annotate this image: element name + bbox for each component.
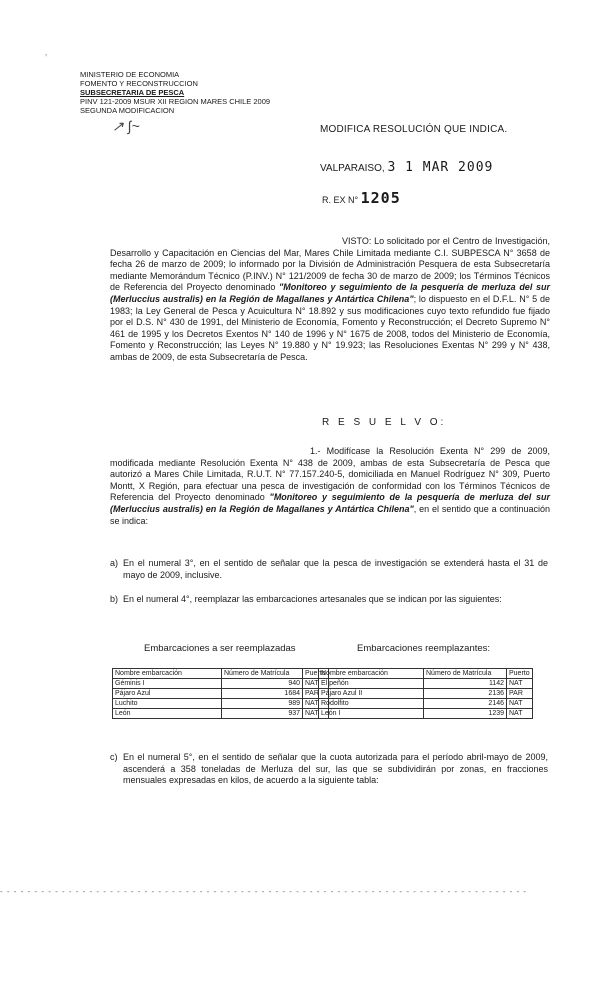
date-line — [320, 160, 493, 175]
port: NAT — [507, 699, 533, 709]
replaced-vessels-title: Embarcaciones a ser reemplazadas — [144, 643, 296, 654]
visto-project-title: "Monitoreo y seguimiento de la pesquería de merluza del sur (Merluccius australis) en la Región de Magallanes y Antártica Chilena" — [110, 282, 551, 304]
resuelvo-heading: R E S U E L V O: — [322, 417, 447, 428]
table-row — [319, 709, 533, 719]
table-header-row — [113, 669, 329, 679]
vessel-name: Géminis I — [113, 679, 222, 689]
header-vessel-name: Nombre embarcación — [113, 669, 222, 679]
port: NAT — [507, 679, 533, 689]
port: PAR — [507, 689, 533, 699]
replaced-vessels-table — [112, 668, 329, 719]
visto-text-1: VISTO: Lo solicitado por el Centro de Investigación, Desarrollo y Capacitación en Ciencias del Mar, Mares Chile Limitada mediante C.I. SUBPESCA N° 3658 de fecha 26 de marzo de 2009; lo informado por la División de Administración Pesquera de esta Subsecretaría mediante Memorándum Técnico (P.INV.) N° 121/2009 de fecha 30 de marzo de 2009; los Términos Técnicos de Referencia del Proyecto denominado — [110, 236, 550, 293]
letterhead-ministry: MINISTERIO DE ECONOMIA — [80, 70, 180, 79]
letterhead-subsecretaria: SUBSECRETARIA DE PESCA — [80, 88, 185, 97]
date-place: VALPARAISO, — [320, 163, 385, 174]
port: NAT — [303, 679, 329, 689]
registration-number: 2146 — [424, 699, 507, 709]
port: PAR — [303, 689, 329, 699]
header-vessel-name: Nombre embarcación — [319, 669, 424, 679]
resolution-number: 1205 — [360, 189, 401, 207]
port: NAT — [303, 709, 329, 719]
registration-number: 2136 — [424, 689, 507, 699]
resolution-number-line — [322, 189, 401, 207]
item-a-label: a) — [110, 558, 119, 568]
replacement-vessels-title: Embarcaciones reemplazantes: — [357, 643, 491, 654]
vessel-name: Rodolfito — [319, 699, 424, 709]
item-b-text: En el numeral 4°, reemplazar las embarcaciones artesanales que se indican por las siguientes: — [123, 594, 502, 604]
header-registration: Número de Matrícula — [424, 669, 507, 679]
table-row — [113, 709, 329, 719]
registration-number: 1239 — [424, 709, 507, 719]
item-c-label: c) — [110, 752, 118, 762]
vessel-name: Luchito — [113, 699, 222, 709]
table-row — [319, 679, 533, 689]
registration-number: 1142 — [424, 679, 507, 689]
letterhead-modification: SEGUNDA MODIFICACION — [80, 106, 175, 115]
table-row — [319, 699, 533, 709]
vessel-name: León — [113, 709, 222, 719]
document-subject: MODIFICA RESOLUCIÓN QUE INDICA. — [320, 124, 508, 135]
letterhead-fomento: FOMENTO Y RECONSTRUCCION — [80, 79, 198, 88]
vessel-name: Pájaro Azul — [113, 689, 222, 699]
item-a-text: En el numeral 3°, en el sentido de señalar que la pesca de investigación se extenderá hasta el 31 de mayo de 2009, inclusive. — [123, 558, 548, 580]
port: NAT — [303, 699, 329, 709]
table-row — [319, 689, 533, 699]
point-1-paragraph — [110, 446, 550, 527]
registration-number: 1684 — [222, 689, 303, 699]
visto-text-2: ; lo dispuesto en el D.F.L. N° 5 de 1983; la Ley General de Pesca y Acuicultura N° 18.892 y sus modificaciones cuyo texto refundido fue fijado por el D.S. N° 430 de 1991, del Ministerio de Economía, Fomento y Reconstrucción; el Decreto Supremo N° 461 de 1995 y los Decretos Exentos N° 140 de 1996 y N° 1675 de 2008, todos del Ministerio de Economía, Fomento y Reconstrucción; las Leyes N° 19.880 y N° 19.923; las Resoluciones Exentas N° 299 y N° 438, ambas de 2009, de esta Subsecretaría de Pesca. — [110, 293, 550, 362]
vessel-name: El peñón — [319, 679, 424, 689]
replacement-vessels-table — [318, 668, 533, 719]
table-header-row — [319, 669, 533, 679]
header-port: Puerto — [303, 669, 329, 679]
header-registration: Número de Matrícula — [222, 669, 303, 679]
initials-signature-icon: ↗ ∫~ — [112, 118, 140, 134]
registration-number: 937 — [222, 709, 303, 719]
table-row — [113, 699, 329, 709]
letterhead — [80, 70, 280, 115]
point-1-project-title: "Monitoreo y seguimiento de la pesquería de merluza del sur (Merluccius australis) en la Región de Magallanes y Antártica Chilena" — [110, 492, 551, 514]
vessel-name: Pájaro Azul II — [319, 689, 424, 699]
registration-number: 989 — [222, 699, 303, 709]
point-1-text-2: , en el sentido que a continuación se indica: — [110, 503, 550, 526]
scan-mark: ‚ — [45, 47, 47, 57]
vessel-name: León I — [319, 709, 424, 719]
table-row — [113, 679, 329, 689]
registration-number: 940 — [222, 679, 303, 689]
item-b-label: b) — [110, 594, 119, 604]
item-c-text: En el numeral 5°, en el sentido de señalar que la cuota autorizada para el período abril-mayo de 2009, ascenderá a 358 toneladas de Merluza del sur, las que se subdividirán por zonas, en fracciones mensuales expresadas en kilos, de acuerdo a la siguiente tabla: — [123, 752, 548, 786]
resolution-prefix: R. EX N° — [322, 195, 359, 205]
letterhead-project-code: PINV 121-2009 MSUR XII REGION MARES CHILE 2009 — [80, 97, 271, 106]
visto-paragraph — [110, 236, 550, 364]
header-port: Puerto — [507, 669, 533, 679]
port: NAT — [507, 709, 533, 719]
date-stamp: 3 1 MAR 2009 — [387, 160, 494, 175]
table-row — [113, 689, 329, 699]
point-1-text-1: 1.- Modifícase la Resolución Exenta N° 299 de 2009, modificada mediante Resolución Exenta N° 438 de 2009, ambas de esta Subsecretaría de Pesca que autorizó a Mares Chile Limitada, R.U.T. N° 77.157.240-5, domiciliada en Manuel Rodríguez N° 309, Puerto Montt, X Región, para efectuar una pesca de investigación de conformidad con los Términos Técnicos de Referencia del Proyecto denominado — [110, 446, 550, 503]
page-bottom-divider: ‐ ‐ ‐ ‐ ‐ ‐ ‐ ‐ ‐ ‐ ‐ ‐ ‐ ‐ ‐ ‐ ‐ ‐ ‐ ‐ ‐ ‐ ‐ ‐ ‐ ‐ ‐ ‐ ‐ ‐ ‐ ‐ ‐ ‐ ‐ ‐ ‐ ‐ ‐ ‐ ‐ ‐ ‐ ‐ ‐ ‐ ‐ ‐ ‐ ‐ ‐ ‐ ‐ ‐ ‐ ‐ ‐ ‐ ‐ ‐ ‐ ‐ ‐ ‐ ‐ ‐ ‐ ‐ ‐ ‐ ‐ ‐ ‐ ‐ ‐ ‐ ‐ — [0, 887, 528, 896]
